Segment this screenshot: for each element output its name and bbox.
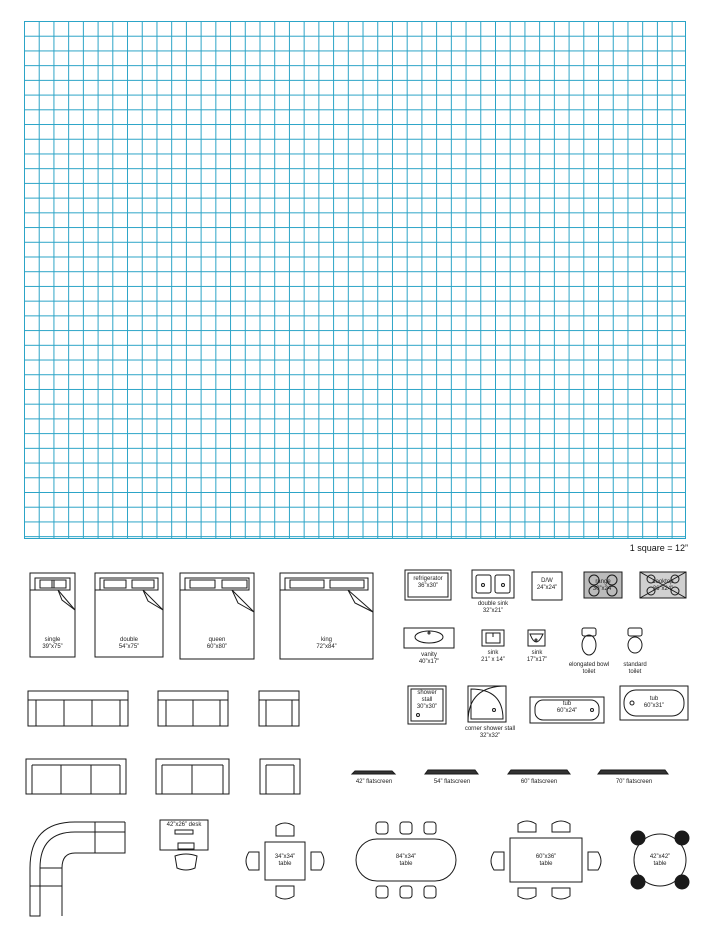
sink-rect [482,630,504,646]
bed-double-label: double 54”x75” [118,637,140,650]
scale-label: 1 square = 12” [629,543,688,553]
sofa-large [28,691,128,726]
vanity-label: vanity 40”x17” [418,652,440,665]
flatscreen-54 [425,770,478,774]
flatscreen-70-label: 70” flatscreen [615,779,653,785]
sink-round [528,630,545,646]
table-round-label: 42”x42” table [649,854,671,867]
flatscreen-54-label: 54” flatscreen [433,779,471,785]
flatscreen-60 [508,770,570,774]
tub-large-label: tub 60”x31” [643,696,665,709]
sectional-sofa [30,822,125,916]
armchair-2 [260,759,300,794]
tub-small-label: tub 60”x24” [556,701,578,714]
flatscreen-70 [598,770,668,774]
toilet-standard-label: standard toilet [623,662,647,675]
bed-single-label: single 39”x75” [42,637,63,650]
corner-shower-label: corner shower stall 32”x32” [464,726,516,739]
range-label: range 30”x24” [592,579,614,592]
loveseat-2 [156,759,229,794]
flatscreen-42 [352,771,395,774]
vanity [404,628,454,648]
sink-rect-label: sink 21” x 14” [481,650,505,663]
loveseat [158,691,228,726]
sink-round-label: sink 17”x17” [526,650,548,663]
flatscreen-42-label: 42” flatscreen [355,779,393,785]
refrigerator-label: refrigerator 36”x30” [413,576,443,589]
bed-queen-label: queen 60”x80” [206,637,228,650]
corner-shower-stall [468,686,506,722]
desk-label: 42”x26” desk [166,822,202,828]
double-sink [472,570,514,598]
flatscreen-60-label: 60” flatscreen [520,779,558,785]
table-rect-label: 60”x36” table [535,854,557,867]
table-oval-label: 84”x34” table [395,854,417,867]
toilet-standard [628,628,642,653]
toilet-elongated-label: elongated bowl toilet [568,662,610,675]
double-sink-label: double sink 32”x21” [477,601,509,614]
bed-king-label: king 72”x84” [316,637,337,650]
shower-stall-label: shower stall 30”x30” [416,690,438,710]
toilet-elongated [582,628,596,655]
sofa-large-2 [26,759,126,794]
armchair [259,691,299,726]
table-square-label: 34”x34” table [274,854,296,867]
cooktop-label: cooktop 36”x24” [652,579,674,592]
dishwasher-label: D/W 24”x24” [536,578,558,591]
